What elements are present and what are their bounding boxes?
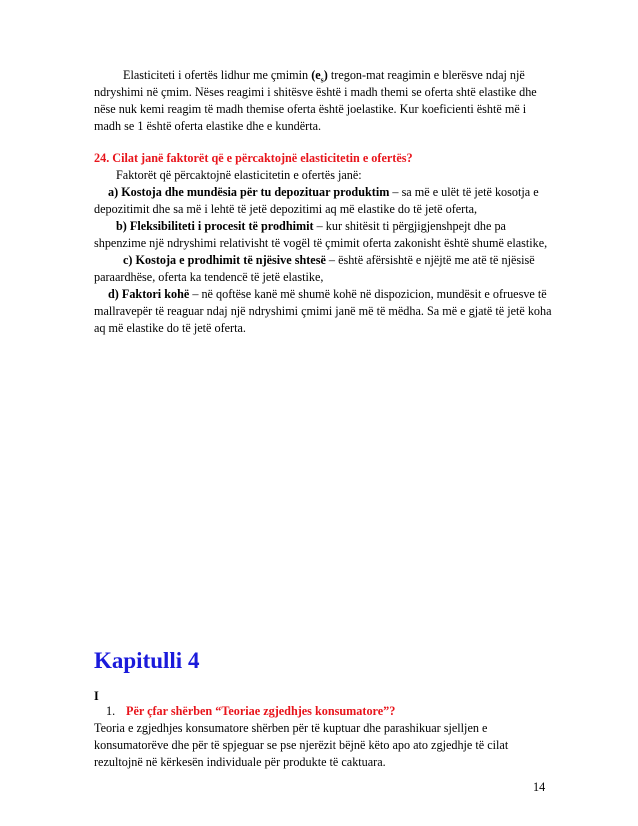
factor-b [94,218,554,252]
factor-a-text: – sa më e ulët të jetë kosotja e depozitimit dhe sa më i lehtë të jetë depozitimi aq më elastike do të jetë oferta, [94,185,539,216]
question-24-intro: Faktorët që përcaktojnë elasticitetin e ofertës janë: [116,168,362,182]
elasticity-text [94,67,554,135]
chapter-title: Kapitulli 4 [94,648,200,673]
question-1-heading-line [94,703,554,720]
page-number: 14 [533,780,546,794]
factor-d-text: – në qoftëse kanë më shumë kohë në dispozicion, mundësit e ofruesve të mallravepër të reaguar ndaj një ndryshimi çmimi janë më të mëdha. Sa më e gjatë të jetë koha aq më elastike do të jetë oferta. [94,287,552,335]
elasticity-text-part1: Elasticiteti i ofertës lidhur me çmimin [123,68,312,82]
factor-a [94,184,554,218]
question-1-number: 1. [106,704,116,718]
question-24-heading: 24. Cilat janë faktorët që e përcaktojnë elasticitetin e ofertës? [94,151,413,165]
section-label: I [94,689,99,703]
factor-a-label: a) Kostoja dhe mundësia për tu depozituar produktim [108,185,390,199]
factor-d-label: d) Faktori kohë [108,287,190,301]
elasticity-paragraph [94,67,554,135]
factor-c [94,252,554,286]
question-24-section [94,150,554,337]
factor-c-label: c) Kostoja e prodhimit të njësive shtesë [123,253,326,267]
factor-d [94,286,554,337]
factor-b-label: b) Fleksibiliteti i procesit të prodhimit [116,219,314,233]
factor-c-text: – është afërsishtë e njëjtë me atë të njësisë paraardhëse, oferta ka tendencë të jetë elastike, [94,253,535,284]
elasticity-symbol [311,68,328,85]
symbol-subscript: s [320,75,324,85]
question-1-section [94,703,554,771]
symbol-close: ) [323,68,328,82]
question-1-text: Teoria e zgjedhjes konsumatore shërben për të kuptuar dhe parashikuar sjelljen e konsumatorëve dhe për të spjeguar se pse njerëzit bëjnë këto apo ato zgjedhje të cilat rezultojnë në kërkesën individuale për produkte të caktuara. [94,721,509,769]
elasticity-text-part2: tregon-mat reagimin e blerësve ndaj një ndryshimi në çmim. Nëses reagimi i shitësve është i madh themi se oferta shtë elastike dhe nëse nuk kemi reagim të madh themise oferta është joelastike. Kur koeficienti është më i madh se 1 është oferta elastike dhe e kundërta. [94,68,537,133]
symbol-e: (e [311,68,321,82]
factor-b-text: – kur shitësit ti përgjigjenshpejt dhe pa shpenzime një ndryshimi relativisht të vogël të çmimit oferta zakonisht është shumë elastike, [94,219,548,250]
question-1-heading: Për çfar shërben “Teoriae zgjedhjes konsumatore”? [126,704,396,718]
